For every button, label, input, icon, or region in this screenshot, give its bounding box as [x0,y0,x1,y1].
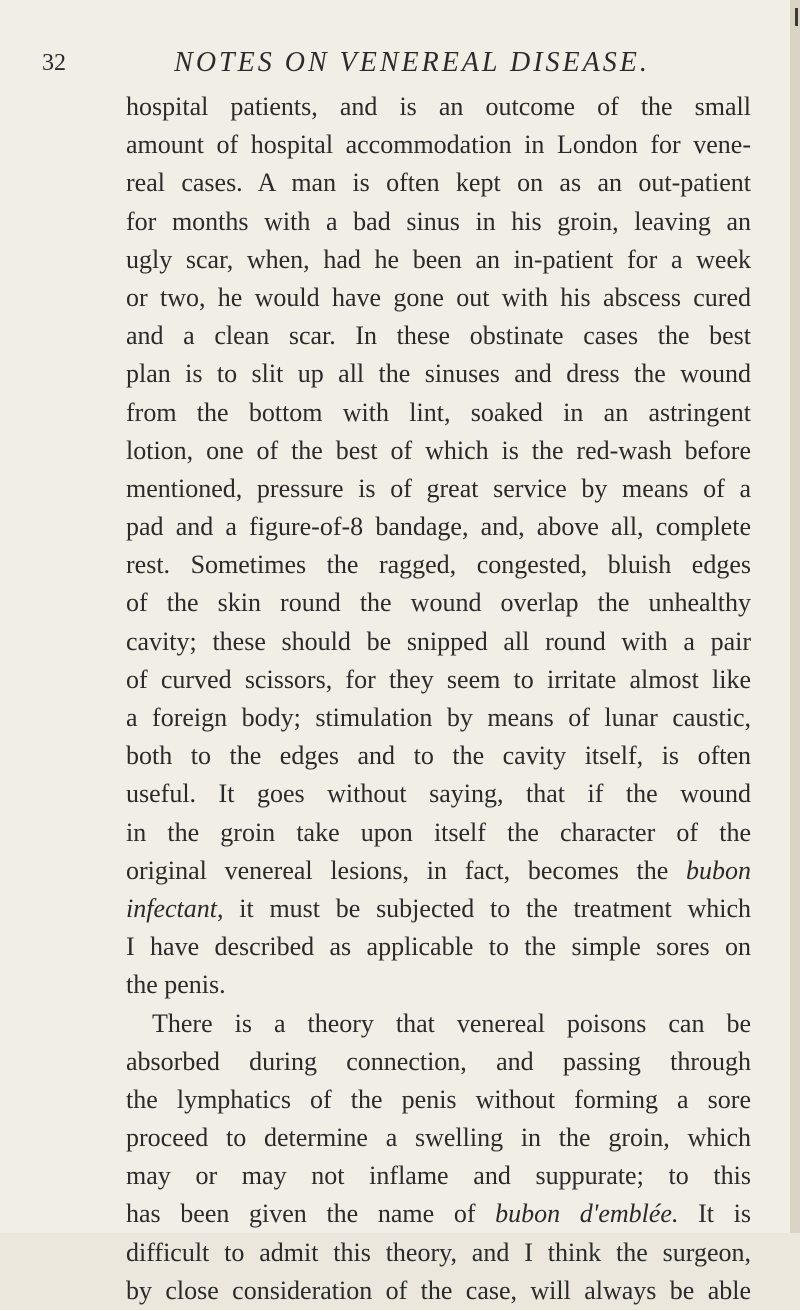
text-line: rest. Sometimes the ragged, congested, bluish edges [126,550,751,580]
text-line: amount of hospital accommodation in London for vene- [126,130,751,160]
text-line: a foreign body; stimulation by means of lunar caustic, [126,703,751,732]
running-title: NOTES ON VENEREAL DISEASE. [174,47,650,78]
text-line: lotion, one of the best of which is the red-wash before [126,435,751,465]
text-line: of curved scissors, for they seem to irritate almost like [126,664,751,694]
text-line: mentioned, pressure is of great service by means of a [126,473,751,503]
text-line: may or may not inflame and suppurate; to this [126,1161,751,1191]
text-line: the penis. [126,970,226,1000]
page-edge [790,0,800,1233]
text-line: real cases. A man is often kept on as an out-patient [126,168,751,198]
text-line: or two, he would have gone out with his abscess cured [126,282,751,312]
text-line [126,852,751,890]
text-line: proceed to determine a swelling in the groin, which [126,1123,751,1153]
text-line: hospital patients, and is an outcome of the small [126,92,751,121]
text-line: by close consideration of the case, will always be able [126,1275,751,1305]
page-number: 32 [42,50,66,76]
text-line: the lymphatics of the penis without forming a sore [126,1084,751,1114]
text-line: pad and a figure-of-8 bandage, and, above all, complete [126,512,751,542]
italic-term: bubon [686,855,751,885]
italic-term: bubon d'emblée. [495,1199,679,1229]
edge-mark [795,8,798,26]
text-line: for months with a bad sinus in his groin, leaving an [126,206,751,236]
text-line: of the skin round the wound overlap the unhealthy [126,588,751,618]
text-line: difficult to admit this theory, and I think the surgeon, [126,1237,751,1267]
text-line: cavity; these should be snipped all round with a pair [126,626,751,656]
text-line: absorbed during connection, and passing through [126,1046,751,1076]
text-line: and a clean scar. In these obstinate cases the best [126,321,751,351]
text-line: useful. It goes without saying, that if the wound [126,779,751,809]
italic-term: infectant [126,893,217,923]
text-line: I have described as applicable to the simple sores on [126,932,751,962]
line-text: original venereal lesions, in fact, becomes the [126,855,686,885]
page-header [42,48,782,82]
text-line: both to the edges and to the cavity itself, is often [126,741,751,771]
text-line: in the groin take upon itself the character of the [126,817,751,847]
text-line: plan is to slit up all the sinuses and dress the wound [126,359,751,389]
text-line: There is a theory that venereal poisons can be [152,1008,751,1038]
text-line [126,1195,751,1233]
text-line: from the bottom with lint, soaked in an astringent [126,397,751,427]
line-text: It is [678,1199,751,1229]
line-text: has been given the name of [126,1199,496,1229]
line-text: , it must be subjected to the treatment which [216,893,751,923]
text-line: ugly scar, when, had he been an in-patient for a week [126,244,751,274]
body-text [126,88,751,1310]
text-line [126,890,751,928]
